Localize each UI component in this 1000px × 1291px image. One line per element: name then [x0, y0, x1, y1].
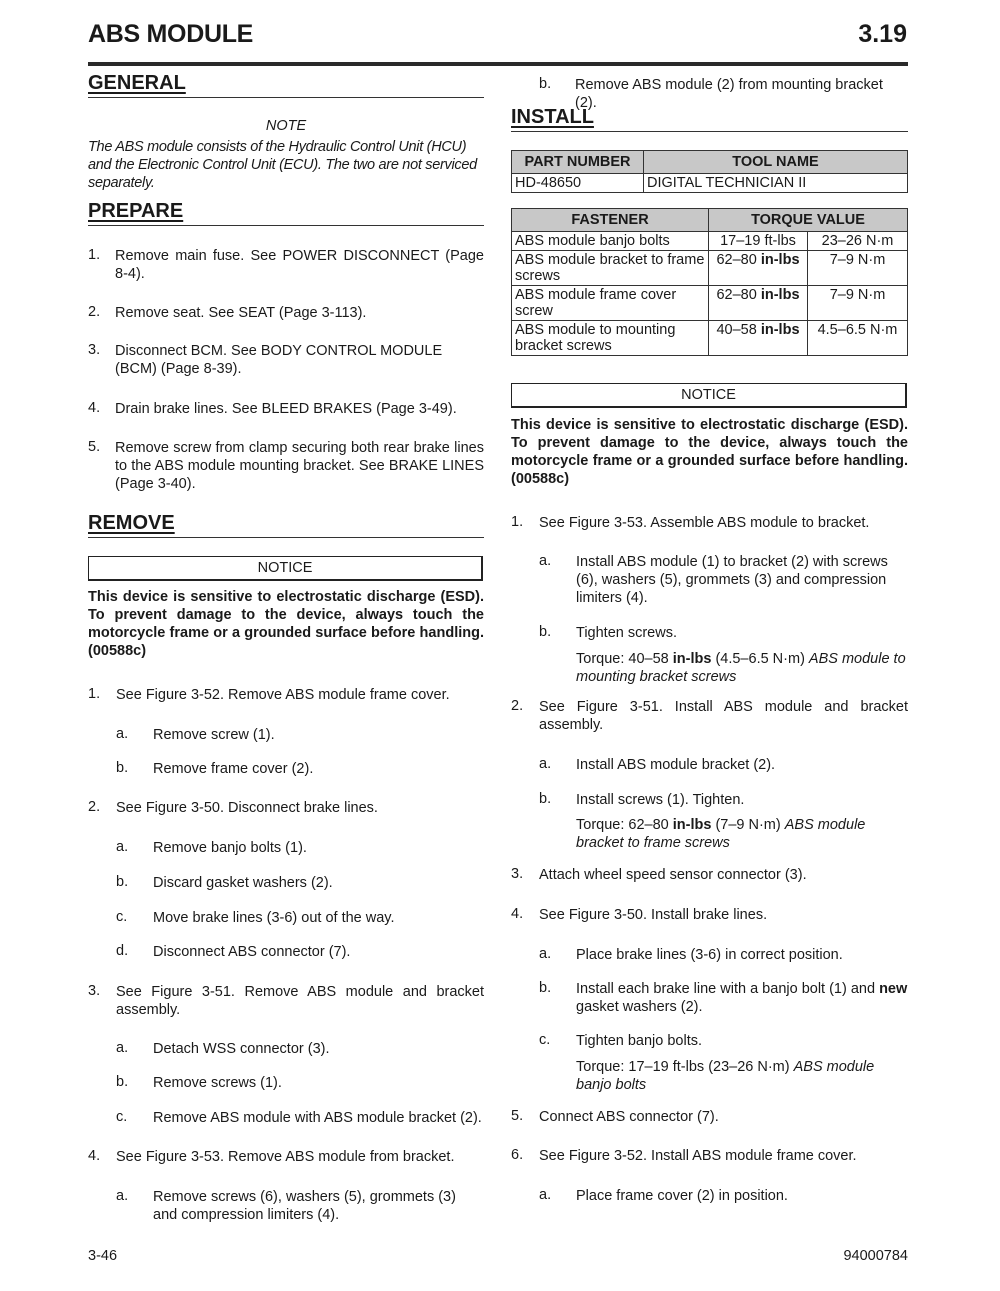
remove-step-4: 4. See Figure 3-53. Remove ABS module from bracket.: [88, 1148, 455, 1165]
remove-step-1a: a. Remove screw (1).: [116, 726, 275, 743]
install-step-2b: b. Install screws (1). Tighten.: [539, 791, 745, 808]
remove-step-3: 3. See Figure 3-51. Remove ABS module and bracket assembly.: [88, 983, 484, 1018]
torque-nm-cell: 7–9 N·m: [808, 251, 908, 286]
page-section-number: 3.19: [858, 20, 907, 48]
footer-page-number: 3-46: [88, 1248, 118, 1264]
table-row: [512, 321, 908, 356]
torque-table-header-fastener: FASTENER: [512, 209, 709, 232]
remove-step-2b: b. Discard gasket washers (2).: [116, 874, 333, 891]
note-text: The ABS module consists of the Hydraulic Control Unit (HCU) and the Electronic Control Unit (ECU). The two are not serviced separately.: [88, 139, 477, 191]
remove-step-3c: c. Remove ABS module with ABS module bracket (2).: [116, 1109, 482, 1126]
prepare-step-5: 5. Remove screw from clamp securing both rear brake lines to the ABS module mounting bracket. See BRAKE LINES (Page 3-40).: [88, 439, 484, 492]
tool-table-header-name: TOOL NAME: [644, 151, 908, 174]
install-torque-1: Torque: 40–58 in-lbs (4.5–6.5 N·m) ABS module to mounting bracket screws: [576, 651, 906, 685]
page-title: ABS MODULE: [88, 20, 254, 48]
torque-table: [511, 208, 908, 356]
install-notice-box: NOTICE: [511, 383, 907, 408]
torque-nm-cell: 7–9 N·m: [808, 286, 908, 321]
torque-inlbs-cell: 62–80 in-lbs: [709, 251, 808, 286]
torque-fastener-cell: ABS module banjo bolts: [512, 232, 709, 251]
install-step-1a: a. Install ABS module (1) to bracket (2) with screws (6), washers (5), grommets (3) and compression limiters (4).: [539, 553, 888, 606]
install-step-4a: a. Place brake lines (3-6) in correct position.: [539, 946, 843, 963]
remove-heading: REMOVE: [88, 512, 484, 538]
prepare-step-2: 2. Remove seat. See SEAT (Page 3-113).: [88, 304, 367, 321]
install-step-1: 1. See Figure 3-53. Assemble ABS module to bracket.: [511, 514, 870, 531]
torque-ftlbs-cell: 17–19 ft-lbs: [709, 232, 808, 251]
table-row: [512, 251, 908, 286]
install-heading: INSTALL: [511, 106, 908, 132]
install-step-2a: a. Install ABS module bracket (2).: [539, 756, 776, 773]
prepare-step-4: 4. Drain brake lines. See BLEED BRAKES (Page 3-49).: [88, 400, 457, 417]
tool-table-cell-name: DIGITAL TECHNICIAN II: [644, 174, 908, 193]
remove-step-2: 2. See Figure 3-50. Disconnect brake lines.: [88, 799, 378, 816]
remove-step-4a: a. Remove screws (6), washers (5), grommets (3) and compression limiters (4).: [116, 1188, 456, 1223]
note-label: NOTE: [265, 118, 307, 134]
remove-step-1b: b. Remove frame cover (2).: [116, 760, 314, 777]
install-step-4b: b. Install each brake line with a banjo bolt (1) and new gasket washers (2).: [539, 980, 908, 1015]
remove-notice-text: This device is sensitive to electrostatic discharge (ESD). To prevent damage to the device, always touch the motorcycle frame or a grounded surface before handling. (00588c): [88, 589, 484, 659]
table-row: [512, 232, 908, 251]
install-step-6: 6. See Figure 3-52. Install ABS module frame cover.: [511, 1147, 857, 1164]
prepare-step-1: 1. Remove main fuse. See POWER DISCONNECT (Page 8-4).: [88, 247, 484, 282]
torque-nm-cell: 23–26 N·m: [808, 232, 908, 251]
install-step-3: 3. Attach wheel speed sensor connector (3).: [511, 866, 807, 883]
remove-step-4b: b. Remove ABS module (2) from mounting bracket (2).: [539, 76, 883, 111]
tool-table: [511, 150, 908, 193]
torque-nm-cell: 4.5–6.5 N·m: [808, 321, 908, 356]
prepare-heading: PREPARE: [88, 200, 484, 226]
prepare-step-3: 3. Disconnect BCM. See BODY CONTROL MODULE (BCM) (Page 8-39).: [88, 342, 443, 377]
remove-step-3b: b. Remove screws (1).: [116, 1074, 282, 1091]
footer-document-number: 94000784: [843, 1248, 908, 1264]
install-step-2: 2. See Figure 3-51. Install ABS module and bracket assembly.: [511, 698, 908, 733]
torque-inlbs-cell: 62–80 in-lbs: [709, 286, 808, 321]
table-row: [512, 286, 908, 321]
install-step-4: 4. See Figure 3-50. Install brake lines.: [511, 906, 768, 923]
remove-step-3a: a. Detach WSS connector (3).: [116, 1040, 330, 1057]
install-step-5: 5. Connect ABS connector (7).: [511, 1108, 719, 1125]
install-notice-text: This device is sensitive to electrostatic discharge (ESD). To prevent damage to the device, always touch the motorcycle frame or a grounded surface before handling. (00588c): [511, 417, 908, 487]
install-torque-2: Torque: 62–80 in-lbs (7–9 N·m) ABS module bracket to frame screws: [576, 817, 866, 851]
general-heading: GENERAL: [88, 72, 484, 98]
torque-table-header-value: TORQUE VALUE: [709, 209, 908, 232]
tool-table-header-part: PART NUMBER: [512, 151, 644, 174]
install-step-1b: b. Tighten screws.: [539, 624, 677, 641]
remove-step-1: 1. See Figure 3-52. Remove ABS module frame cover.: [88, 686, 450, 703]
install-step-6a: a. Place frame cover (2) in position.: [539, 1187, 788, 1204]
remove-notice-box: NOTICE: [88, 556, 483, 581]
remove-step-2d: d. Disconnect ABS connector (7).: [116, 943, 351, 960]
torque-fastener-cell: ABS module bracket to frame screws: [512, 251, 709, 286]
remove-step-2c: c. Move brake lines (3-6) out of the way.: [116, 909, 395, 926]
remove-step-2a: a. Remove banjo bolts (1).: [116, 839, 307, 856]
install-torque-3: Torque: 17–19 ft-lbs (23–26 N·m) ABS module banjo bolts: [576, 1059, 875, 1093]
install-step-4c: c. Tighten banjo bolts.: [539, 1032, 703, 1049]
torque-fastener-cell: ABS module to mounting bracket screws: [512, 321, 709, 356]
header-rule: [88, 62, 908, 66]
torque-inlbs-cell: 40–58 in-lbs: [709, 321, 808, 356]
torque-fastener-cell: ABS module frame cover screw: [512, 286, 709, 321]
tool-table-cell-part: HD-48650: [512, 174, 644, 193]
